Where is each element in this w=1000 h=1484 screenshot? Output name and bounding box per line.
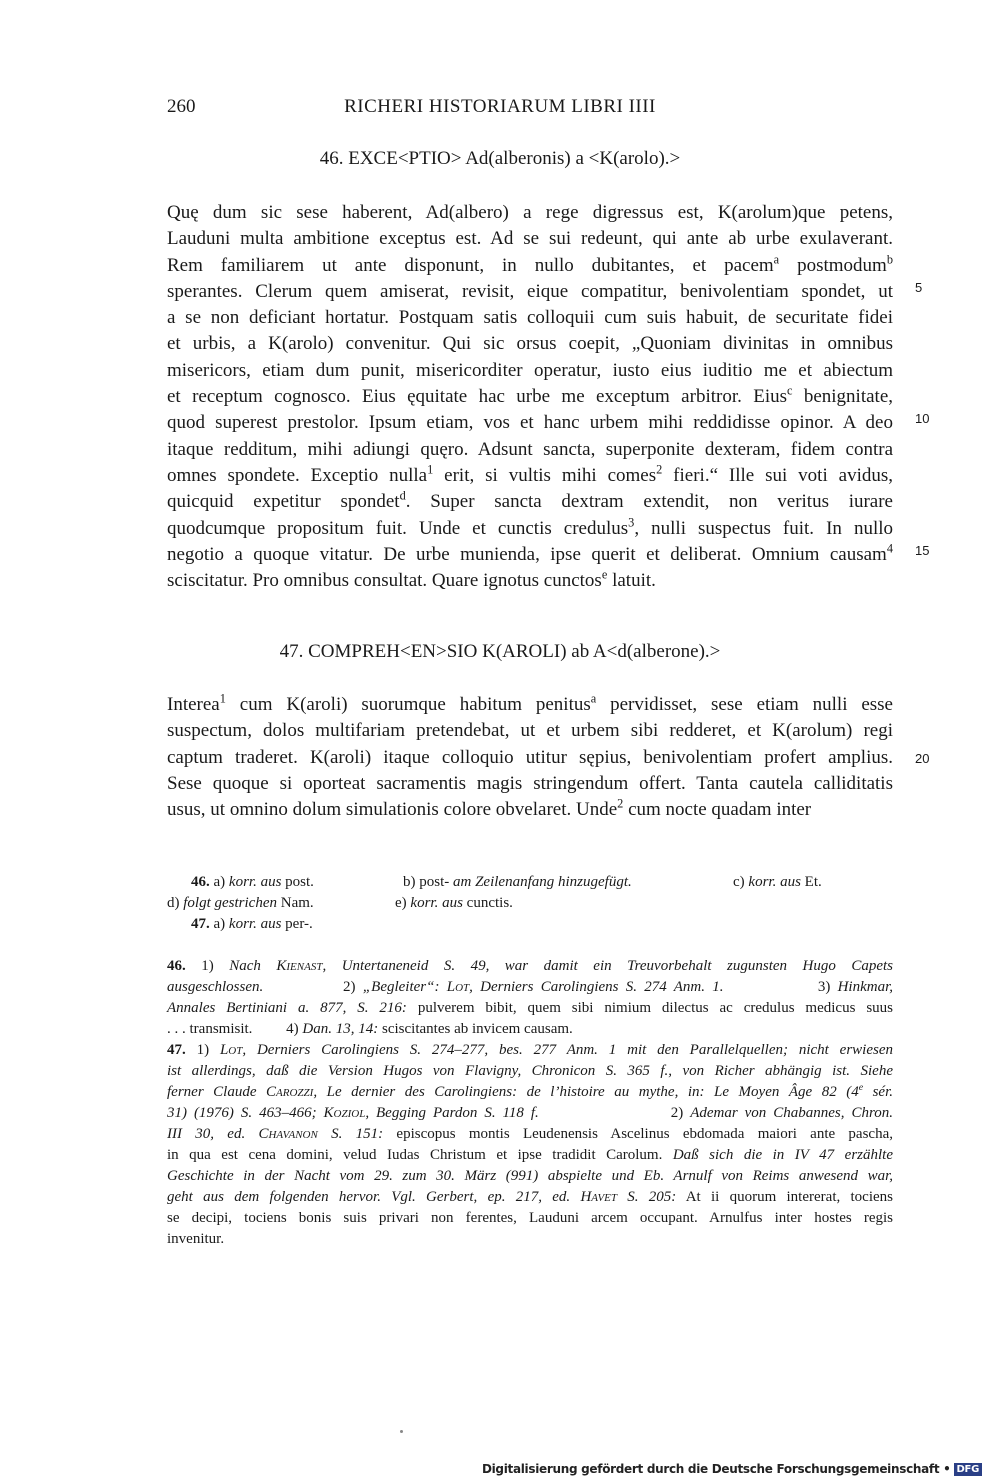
apparatus-47-a: 47. a) korr. aus per-. bbox=[191, 916, 313, 932]
section-46-line: et urbis, a K(arolo) convenitur. Qui sic orsus coepit, „Quoniam divinitas in omnibus bbox=[167, 333, 893, 355]
note-line: III 30, ed. Chavanon S. 151: episcopus montis Leudenensis Ascelinus ebdomada maiori ante pascha, bbox=[167, 1126, 893, 1142]
credit-text: Digitalisierung gefördert durch die Deutsche Forschungsgemeinschaft • bbox=[481, 1462, 951, 1476]
digitization-credit bbox=[482, 1462, 982, 1476]
section-46-line: negotio a quoque vitatur. De urbe munienda, ipse querit et deliberat. Omnium causam$^4$ bbox=[167, 541, 893, 565]
section-47-line: Sese quoque si oporteat sacramentis magis stringendum offert. Tanta cautela calliditatis bbox=[167, 772, 893, 794]
section-47-line: suspectum, dolos multifariam pretendebat, ut et urbem sibi redderet, et K(arolum) regi bbox=[167, 720, 893, 742]
note-line: geht aus dem folgenden hervor. Vgl. Gerbert, ep. 217, ed. Havet S. 205: At ii quorum intererat, tociens bbox=[167, 1189, 893, 1205]
section-46-line: et receptum cognosco. Eius ęquitate hac urbe me exceptum arbitror. Eius$^c$ benignitate, bbox=[167, 384, 893, 408]
section-46-line: Lauduni multa ambitione exceptus est. Ad se sui redeunt, qui ante ab urbe exulaverant. bbox=[167, 228, 893, 250]
critical-apparatus bbox=[167, 872, 893, 942]
line-number-15: 15 bbox=[915, 543, 930, 558]
section-46-line: Quę dum sic sese haberent, Ad(albero) a rege digressus est, K(arolum)que petens, bbox=[167, 202, 893, 223]
apparatus-46-b: b) post- am Zeilenanfang hinzugefügt. bbox=[403, 874, 632, 890]
note-line: in qua est cena domini, velud Iudas Christum et ipse tradidit Carolum. Daß sich die in IV 47 erzählte bbox=[167, 1147, 894, 1163]
page-number: 260 bbox=[167, 96, 196, 117]
section-46-line: quicquid expetitur spondet$^d$. Super sancta dextram extendit, non veritus iurare bbox=[167, 489, 893, 513]
section-46-line: sperantes. Clerum quem amiserat, revisit, eique compatitur, benivolentiam spondet, ut bbox=[167, 280, 893, 302]
line-number-20: 20 bbox=[915, 751, 930, 766]
note-line: invenitur. bbox=[167, 1231, 225, 1247]
section-46-line: quod superest prestolor. Ipsum etiam, vos et hanc urbem mihi reddidisse opinor. A deo bbox=[167, 412, 893, 434]
section-46-line: a se non deficiant hortatur. Postquam satis colloquii cum suis habuit, de securitate fidei bbox=[167, 307, 893, 329]
note-line: . . . transmisit. 4) Dan. 13, 14: sciscitantes ab invicem causam. bbox=[167, 1021, 573, 1037]
section-47-line: captum traderet. K(aroli) itaque colloquio utitur sępius, benivolentiam profert amplius. bbox=[167, 746, 893, 768]
section-46-body bbox=[167, 200, 893, 594]
page-mark bbox=[400, 1430, 403, 1433]
apparatus-46-a: 46. a) korr. aus post. bbox=[191, 874, 314, 890]
note-line: 47. 1) Lot, Derniers Carolingiens S. 274–277, bes. 277 Anm. 1 mit den Parallelquellen; nicht erwiesen bbox=[167, 1042, 894, 1058]
section-46-line: Rem familiarem ut ante disponunt, in nullo dubitantes, et pacem$^a$ postmodum$^b$ bbox=[167, 252, 893, 276]
apparatus-46-c: c) korr. aus Et. bbox=[733, 874, 822, 890]
section-47-body bbox=[167, 692, 893, 823]
dfg-logo: DFG bbox=[954, 1463, 982, 1476]
note-line: ferner Claude Carozzi, Le dernier des Carolingiens: de l’histoire au mythe, in: Le Moyen Âge 82 (4e sér. bbox=[167, 1082, 894, 1100]
note-line: ausgeschlossen. 2) „Begleiter“: Lot, Derniers Carolingiens S. 274 Anm. 1. 3) Hinkmar, bbox=[167, 979, 894, 995]
commentary-notes bbox=[167, 956, 893, 1250]
section-46-line: quodcumque propositum fuit. Unde et cunctis credulus$^3$, nulli suspectus fuit. In nullo bbox=[167, 515, 893, 539]
line-number-10: 10 bbox=[915, 411, 930, 426]
running-title: RICHERI HISTORIARUM LIBRI IIII bbox=[344, 96, 656, 117]
section-46-title: 46. EXCE<PTIO> Ad(alberonis) a <K(arolo).> bbox=[319, 148, 681, 169]
line-number-5: 5 bbox=[915, 280, 923, 295]
note-line: 31) (1976) S. 463–466; Koziol, Begging Pardon S. 118 f. 2) Ademar von Chabannes, Chron. bbox=[167, 1105, 893, 1121]
section-47-title: 47. COMPREH<EN>SIO K(AROLI) ab A<d(alberone).> bbox=[279, 641, 721, 662]
apparatus-46-d: d) folgt gestrichen Nam. bbox=[167, 895, 314, 911]
section-46-line: omnes spondete. Exceptio nulla$^1$ erit, si vultis mihi comes$^2$ fieri.“ Ille sui voti avidus, bbox=[167, 462, 893, 486]
note-line: ist allerdings, daß die Version Hugos von Flavigny, Chronicon S. 365 f., von Richer abhängig ist. Siehe bbox=[167, 1063, 893, 1079]
section-46-line: itaque redditum, mihi adiungi quęro. Adsunt sancta, superponite dexteram, fidem contra bbox=[167, 438, 893, 460]
note-line: se decipi, tociens bonis suis privari non ferentes, Lauduni arcem occupant. Arnulfus inter hostes regis bbox=[167, 1210, 893, 1226]
section-46-line: sciscitatur. Pro omnibus consultat. Quare ignotus cunctos$^e$ latuit. bbox=[167, 568, 656, 592]
note-line: Annales Bertiniani a. 877, S. 216: pulverem bibit, quem sibi nimium dilectus ac credulus medicus suus bbox=[167, 1000, 894, 1016]
apparatus-46-e: e) korr. aus cunctis. bbox=[395, 895, 513, 911]
section-47-line: usus, ut omnino dolum simulationis colore obvelaret. Unde$^2$ cum nocte quadam inter bbox=[167, 797, 812, 821]
note-line: Geschichte in der Nacht vom 29. zum 30. März (991) abspielte und Eb. Arnulf von Reims anwesend war, bbox=[167, 1168, 893, 1184]
section-47-line: Interea$^1$ cum K(aroli) suorumque habitum penitus$^a$ pervidisset, sese etiam nulli esse bbox=[167, 692, 893, 715]
note-line: 46. 1) Nach Kienast, Untertaneneid S. 49, war damit ein Treuvorbehalt zugunsten Hugo Capets bbox=[167, 958, 894, 974]
section-46-line: misericors, etiam dum punit, misericorditer operatur, iusto eius iuditio me et abiectum bbox=[167, 359, 893, 381]
